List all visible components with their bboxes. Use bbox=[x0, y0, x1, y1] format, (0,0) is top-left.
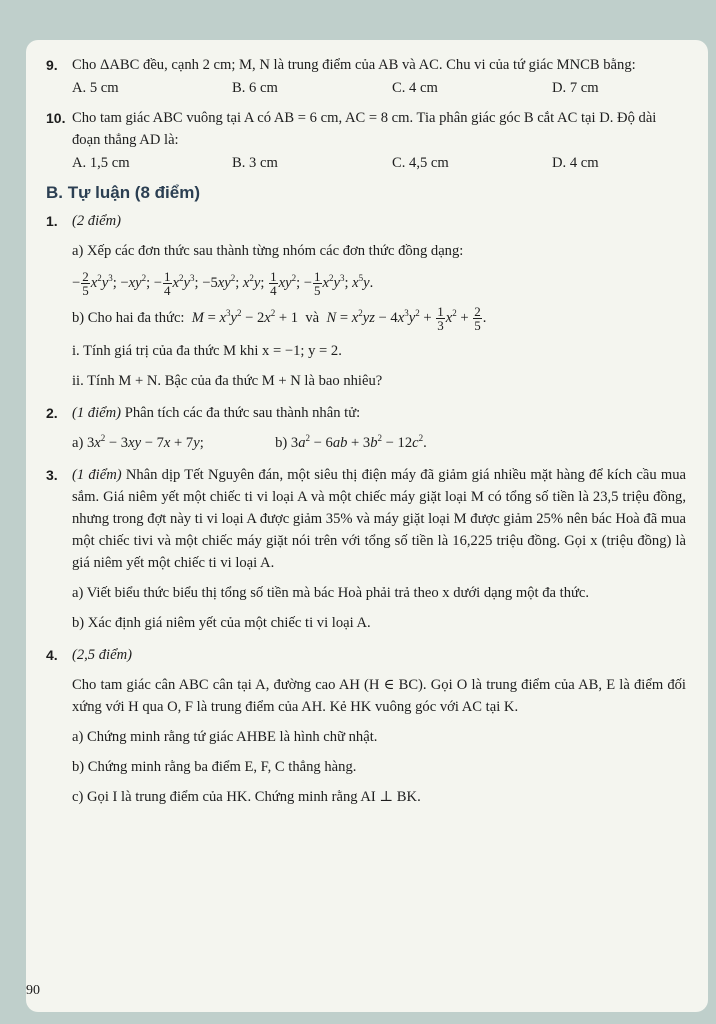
part-b: b) Cho hai đa thức: $M = x^3y^2 - 2x^2 + 1$ và $N = x^2yz - 4x^3y^2$ + $\frac{1}{3}$ $x^2$ + $\frac{2}{5}$ . bbox=[72, 304, 487, 333]
problem-points: (1 điểm) bbox=[72, 405, 122, 421]
option-c[interactable]: C. 4,5 cm bbox=[392, 155, 449, 171]
option-a[interactable]: A. 5 cm bbox=[72, 80, 119, 96]
problem-4 bbox=[46, 644, 686, 808]
answer-options bbox=[72, 77, 686, 99]
monomial-list: − $\frac{2}{5}$ $x^2y^3$; $-xy^2$; − $\frac{1}{4}$ $x^2y^3$; $-5xy^2$; $x^2y$; $\frac{1}{4}$ $xy^2$; − $\frac{1}{5}$ $x^2y^3$; $x^5y$. bbox=[72, 269, 374, 298]
problem-text: Nhân dịp Tết Nguyên đán, một siêu thị điện máy đã giảm giá nhiều mặt hàng để kích cầu mua sắm. Giá niêm yết một chiếc ti vi loại A và một chiếc máy giặt loại M có tổng số tiền là 23,5 triệu đồng, nhưng trong đợt này ti vi loại A được giảm 35% và máy giặt loại M được giảm 25% nên bác Hoà đã mua một chiếc tivi và một chiếc máy giặt nói trên với tổng số tiền là 16,225 triệu đồng. Gọi x (triệu đồng) là giá niêm yết một chiếc ti vi loại A. bbox=[72, 467, 686, 571]
problem-1 bbox=[46, 210, 686, 392]
problem-points: (2 điểm) bbox=[72, 213, 122, 229]
problem-text: Cho tam giác cân ABC cân tại A, đường cao AH (H ∈ BC). Gọi O là trung điểm của AB, E là điểm đối xứng với H qua O, F là trung điểm của AH. Kẻ HK vuông góc với AC tại K. bbox=[72, 677, 686, 715]
problem-points: (2,5 điểm) bbox=[72, 647, 132, 663]
problem-number: 1. bbox=[46, 213, 58, 229]
question-number: 9. bbox=[46, 57, 58, 73]
problem-text: Phân tích các đa thức sau thành nhân tử: bbox=[124, 405, 361, 421]
problem-number: 3. bbox=[46, 467, 58, 483]
part-a: a) Viết biểu thức biểu thị tổng số tiền mà bác Hoà phải trả theo x dưới dạng một đa thức. bbox=[72, 585, 590, 601]
question-10 bbox=[46, 107, 686, 174]
problem-number: 2. bbox=[46, 405, 58, 421]
answer-options bbox=[72, 152, 686, 174]
option-c[interactable]: C. 4 cm bbox=[392, 80, 438, 96]
part-c: c) Gọi I là trung điểm của HK. Chứng minh rằng AI ⊥ BK. bbox=[72, 789, 421, 805]
part-b-label: b) bbox=[275, 435, 288, 451]
problem-points: (1 điểm) bbox=[72, 467, 122, 483]
question-text: Cho ΔABC đều, cạnh 2 cm; M, N là trung điểm của AB và AC. Chu vi của tứ giác MNCB bằng: bbox=[72, 57, 636, 73]
part-b: b) Chứng minh rằng ba điểm E, F, C thẳng hàng. bbox=[72, 759, 357, 775]
part-b-i: i. Tính giá trị của đa thức M khi x = −1; y = 2. bbox=[72, 343, 342, 359]
part-b: b) Xác định giá niêm yết của một chiếc ti vi loại A. bbox=[72, 615, 371, 631]
part-b-intro: b) Cho hai đa thức: bbox=[72, 309, 185, 326]
page-number: 90 bbox=[26, 983, 40, 998]
part-b-ii: ii. Tính M + N. Bậc của đa thức M + N là bao nhiêu? bbox=[72, 373, 383, 389]
problem-number: 4. bbox=[46, 647, 58, 663]
option-b[interactable]: B. 6 cm bbox=[232, 80, 278, 96]
question-9 bbox=[46, 54, 686, 99]
option-d[interactable]: D. 7 cm bbox=[552, 80, 599, 96]
question-number: 10. bbox=[46, 110, 66, 126]
option-b[interactable]: B. 3 cm bbox=[232, 155, 278, 171]
part-a-label: a) bbox=[72, 435, 84, 451]
option-d[interactable]: D. 4 cm bbox=[552, 155, 599, 171]
option-a[interactable]: A. 1,5 cm bbox=[72, 155, 130, 171]
question-text: Cho tam giác ABC vuông tại A có AB = 6 cm, AC = 8 cm. Tia phân giác góc B cắt AC tại D. Độ dài đoạn thẳng AD là: bbox=[72, 110, 657, 148]
part-a: a) Xếp các đơn thức sau thành từng nhóm các đơn thức đồng dạng: bbox=[72, 243, 464, 259]
textbook-page bbox=[26, 40, 708, 1012]
factor-expressions: a) $3x^2 - 3xy - 7x + 7y$; b) $3a^2 - 6ab + 3b^2 - 12c^2$. bbox=[72, 433, 427, 451]
part-a: a) Chứng minh rằng tứ giác AHBE là hình chữ nhật. bbox=[72, 729, 378, 745]
section-heading: B. Tự luận (8 điểm) bbox=[46, 183, 200, 202]
problem-3 bbox=[46, 464, 686, 634]
problem-2 bbox=[46, 402, 686, 454]
